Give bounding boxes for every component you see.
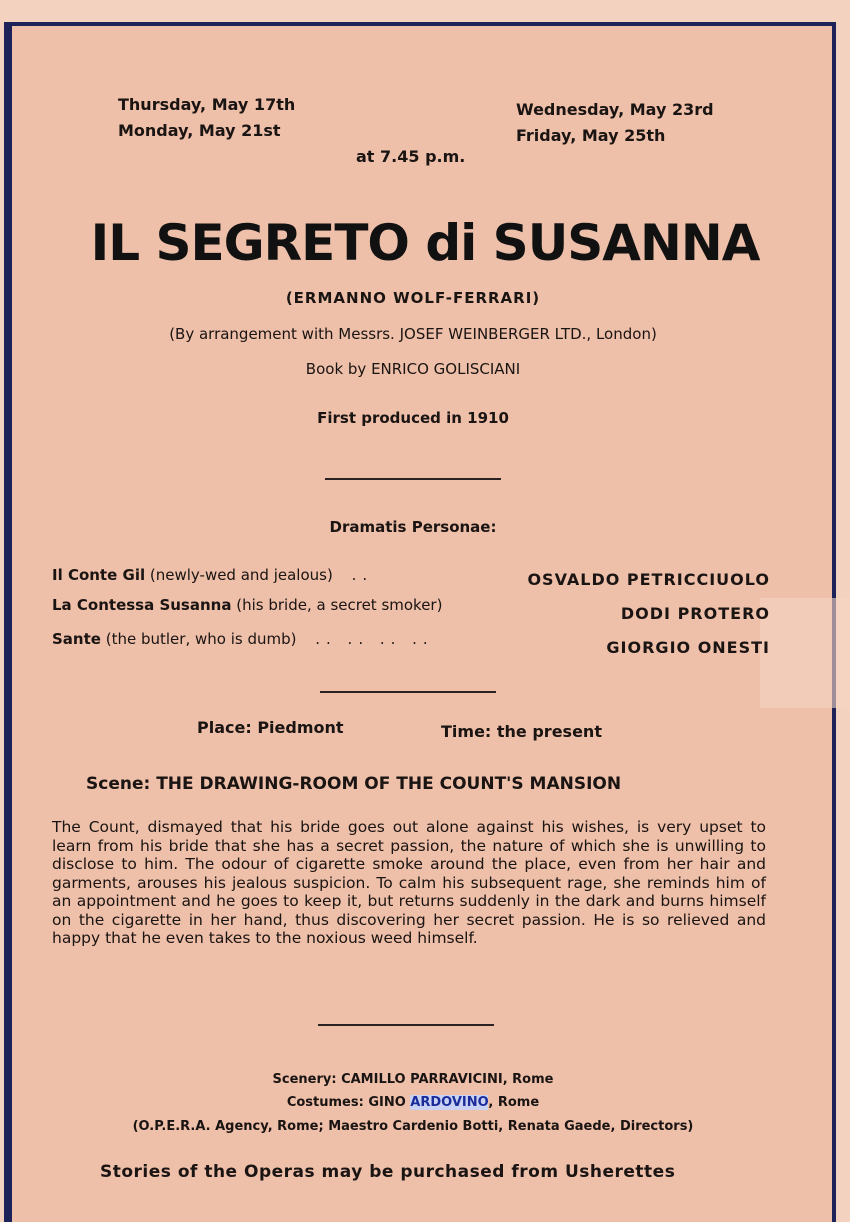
costumes-credit [0,1095,826,1110]
synopsis: The Count, dismayed that his bride goes out alone against his wishes, is very upset to learn from his bride that she has a secret passion, the nature of which she is unwilling to disclose to him. The odour of cigarette smoke around the place, even from her hair and garments, arouses his jealous suspicion. To calm his subsequent rage, she reminds him of an appointment and he goes to keep it, but returns suddenly in the dark and burns himself on the cigarette in her hand, thus discovering her secret passion. He is so relieved and happy that he even takes to the noxious weed himself. [52,818,766,947]
role-description: (his bride, a secret smoker) [236,596,443,614]
opera-title: IL SEGRETO di SUSANNA [90,214,760,272]
date-line: Thursday, May 17th [118,95,296,114]
librettist: Book by ENRICO GOLISCIANI [305,360,521,378]
date-line: Wednesday, May 23rd [516,100,714,119]
leader-dots: .. [351,566,374,584]
cast-row [52,630,770,657]
highlighted-name: ARDOVINO [410,1095,489,1110]
cast-row [52,566,770,590]
cast-row [52,596,770,623]
divider [325,478,501,480]
costumes-prefix: Costumes: GINO [286,1095,411,1110]
actor-name: OSVALDO PETRICCIUOLO [527,570,770,589]
role-name: Sante [52,630,101,648]
date-line: Monday, May 21st [118,121,281,140]
role-description: (the butler, who is dumb) [105,630,297,648]
actor-name: GIORGIO ONESTI [606,638,770,657]
performance-dates-right [516,97,714,149]
role-name: Il Conte Gil [52,566,146,584]
leader-dots: .. .. .. .. [315,630,434,648]
arrangement-note: (By arrangement with Messrs. JOSEF WEINBERGER LTD., London) [169,325,657,343]
divider [318,1024,494,1026]
role-description: (newly-wed and jealous) [149,566,333,584]
divider [320,691,496,693]
faded-area [760,598,850,708]
agency-credit: (O.P.E.R.A. Agency, Rome; Maestro Cardenio Botti, Renata Gaede, Directors) [132,1119,694,1134]
costumes-suffix: , Rome [488,1095,540,1110]
place: Place: Piedmont [197,718,344,737]
actor-name: DODI PROTERO [620,604,770,623]
scene: Scene: THE DRAWING-ROOM OF THE COUNT'S MANSION [86,774,622,794]
performance-time: at 7.45 p.m. [356,147,466,166]
date-line: Friday, May 25th [516,126,666,145]
first-produced: First produced in 1910 [317,409,509,427]
time-setting: Time: the present [441,722,602,741]
scenery-credit: Scenery: CAMILLO PARRAVICINI, Rome [272,1072,554,1087]
performance-dates-left [118,92,295,144]
footer-note: Stories of the Operas may be purchased from Usherettes [100,1162,676,1182]
role-name: La Contessa Susanna [52,596,232,614]
dramatis-personae-heading: Dramatis Personae: [329,518,497,536]
composer: (ERMANNO WOLF-FERRARI) [285,289,541,307]
